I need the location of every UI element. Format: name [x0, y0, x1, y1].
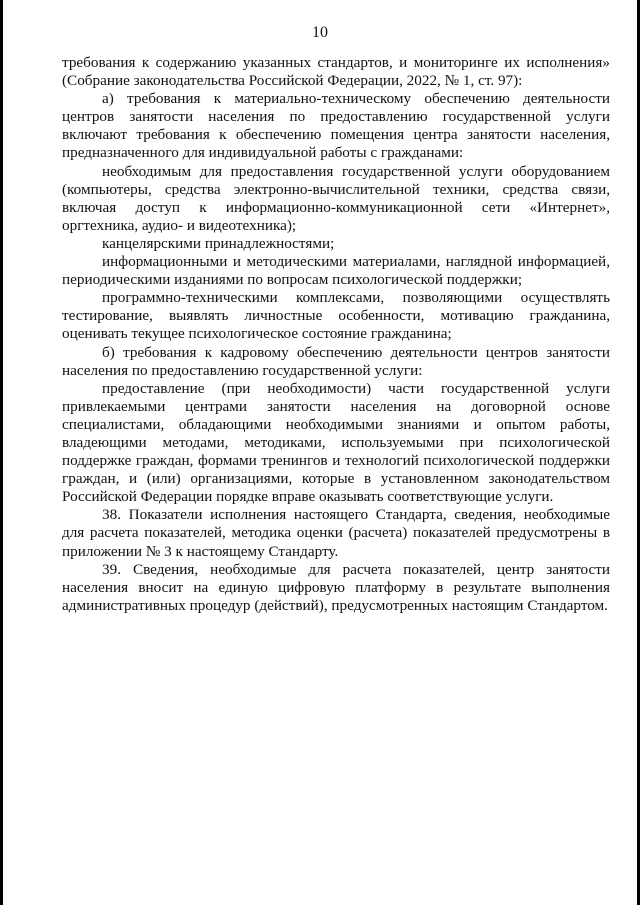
paragraph-specialists: предоставление (при необходимости) части государственной услуги привлекаемыми центрами занятости населения на договорной основе специалистами, обладающими необходимыми знаниями и опытом работы, владеющими методами, методиками, используемыми при психологической поддержке граждан, формами тренингов и технологий психологической поддержки граждан, и (или) организациями, которые в установленном законодательством Российской Федерации порядке вправе оказывать соответствующие услуги. [62, 379, 610, 506]
document-body [62, 54, 610, 615]
paragraph-stationery: канцелярскими принадлежностями; [102, 234, 335, 252]
paragraph-item-b: б) требования к кадровому обеспечению деятельности центров занятости населения по предоставлению государственной услуги: [62, 343, 610, 379]
paragraph-item-a: а) требования к материально-техническому обеспечению деятельности центров занятости населения по предоставлению государственной услуги включают требования к обеспечению помещения центра занятости населения, предназначенного для индивидуальной работы с гражданами: [62, 90, 610, 162]
paragraph-continuation: требования к содержанию указанных стандартов, и мониторинге их исполнения» (Собрание законодательства Российской Федерации, 2022, № 1, ст. 97): [62, 54, 610, 90]
paragraph-39: 39. Сведения, необходимые для расчета показателей, центр занятости населения вносит на единую цифровую платформу в результате выполнения административных процедур (действий), предусмотренных настоящим Стандартом. [62, 560, 610, 614]
page-border-left [0, 0, 3, 905]
paragraph-software: программно-техническими комплексами, позволяющими осуществлять тестирование, выявлять личностные особенности, мотивацию гражданина, оценивать текущее психологическое состояние гражданина; [62, 289, 610, 343]
paragraph-38: 38. Показатели исполнения настоящего Стандарта, сведения, необходимые для расчета показателей, методика оценки (расчета) показателей предусмотрены в приложении № 3 к настоящему Стандарту. [62, 506, 610, 560]
page-number: 10 [312, 24, 328, 41]
paragraph-equipment: необходимым для предоставления государственной услуги оборудованием (компьютеры, средства электронно-вычислительной техники, средства связи, включая доступ к информационно-коммуникационной сети «Интернет», оргтехника, аудио- и видеотехника); [62, 162, 610, 234]
paragraph-info-materials: информационными и методическими материалами, наглядной информацией, периодическими изданиями по вопросам психологической поддержки; [62, 253, 610, 289]
